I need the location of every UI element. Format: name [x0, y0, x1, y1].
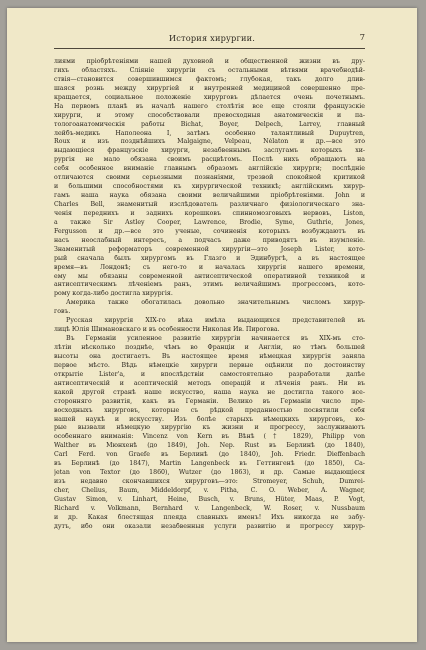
- text-line: гихъ областяхъ. Сліяніе хирургіи съ остальными вѣтвями врачебнодѣй-: [54, 66, 365, 74]
- text-line: Carl Ferd. von Graefe въ Берлинѣ (до 1840), Joh. Friedr. Dieffenbach: [54, 451, 365, 459]
- text-line: выдающіеся французскіе хирурги, незабвеннымъ заслугамъ которыхъ хи-: [54, 147, 365, 155]
- text-line: лейбъ-медикъ Наполеона I, затѣмъ особенно талантливый Dupuytren,: [54, 129, 365, 137]
- text-line: ему мы обязаны современной антисептической оперативной техникой и: [54, 272, 365, 280]
- text-line: дутъ, ибо они оказали незабвенныя услуги развитію и прогрессу хирур-: [54, 522, 365, 530]
- text-line: особеннаго вниманія: Vincenz von Kern въ Вѣнѣ († 1829), Philipp von: [54, 433, 365, 441]
- text-line: Америка также обогатилась довольно значительнымъ числомъ хирур-: [66, 299, 365, 307]
- text-line: Gustav Simon, v. Linhart, Heine, Busch, v. Bruns, Hüter, Maas, P. Vogt,: [54, 495, 365, 503]
- text-line: рургія не мало обязана своимъ расцвѣтомъ. Послѣ нихъ обращають на: [54, 156, 365, 164]
- text-line: насъ неослабный интересъ, а подчасъ даже приводятъ въ изумленіе.: [54, 236, 365, 244]
- text-line: антисептическій и асептическій методъ операцій и лѣченія ранъ. Ни въ: [54, 379, 365, 387]
- text-line: отличаются своими серьезными познаніями, трезвой спокойной критикой: [54, 174, 365, 182]
- text-line: изъ недавно скончавшихся хирурговъ—это: Stromeyer, Schuh, Dumrei-: [54, 478, 365, 486]
- text-line: рый сначала былъ хирургомъ въ Глазго и Эдинбургѣ, а въ настоящее: [54, 254, 365, 262]
- running-head-title: История хирургии.: [168, 33, 256, 43]
- text-line: jetan von Textor (до 1860), Wutzer (до 1863), и др. Самые выдающіеся: [54, 469, 365, 477]
- text-line: лиями пріобрѣтеніями нашей духовной и общественной жизни въ дру-: [54, 58, 365, 65]
- text-line: высоты она достигаетъ. Въ настоящее время нѣмецкая хирургія заняла: [54, 352, 365, 360]
- text-line: нашей наукѣ и искусству. Изъ болѣе старыхъ нѣмецкихъ хирурговъ, ко-: [54, 415, 365, 423]
- text-line: тологоанатомическія работы Bichat, Boyer, Delpech, Larrey, главный: [54, 120, 365, 128]
- text-line: себя особенное вниманіе главнымъ образомъ англійскіе хирурги; послѣдніе: [54, 165, 365, 173]
- text-line: На первомъ планѣ въ началѣ нашего столѣтія все еще стояли французскіе: [54, 102, 365, 110]
- text-line: Roux и изъ позднѣйшихъ Malgaigne, Velpeau, Nélaton и др.—все это: [54, 138, 365, 146]
- text-line: рому когда-либо достигла хирургія.: [54, 290, 173, 298]
- text-line: открытіе Lister'а, и впослѣдствіи самостоятельно разработали далѣе: [54, 370, 365, 378]
- text-line: ствія—становится совершившимся фактомъ; глубокая, такъ долго длив-: [54, 75, 365, 83]
- text-line: восходныхъ хирурговъ, которые съ рѣдкой преданностью посвятили себя: [54, 406, 365, 414]
- text-line: рые вызвали нѣмецкую хирургію къ жизни и прогрессу, заслуживаютъ: [54, 424, 365, 432]
- text-line: гамъ наша наука обязана своими величайшими пріобрѣтеніями. John и: [54, 192, 365, 200]
- text-line: Знаменитый реформаторъ современной хирургіи—это Joseph Lister, кото-: [54, 245, 365, 253]
- running-head: [7, 33, 417, 45]
- text-line: Русская хирургія XIX-го вѣка имѣла выдающихся представителей въ: [66, 317, 365, 325]
- text-line: говъ.: [54, 308, 71, 316]
- header-rule: [54, 48, 365, 49]
- text-line: cher, Chelius, Baum, Middeldorpf, v. Pitha, C. O. Weber, A. Wagner,: [54, 487, 365, 494]
- text-line: Fergusson и др.—все это ученые, сочиненія которыхъ возбуждаютъ въ: [54, 227, 365, 235]
- text-line: ченія переднихъ и заднихъ корешковъ спинномозговыхъ нервовъ, Liston,: [54, 209, 365, 217]
- text-line: шаяся рознь между хирургіей и внутренней медициной совершенно пре-: [54, 84, 365, 92]
- text-line: сторонняго развитія, какъ въ Германіи. Велико въ Германіи число пре-: [54, 397, 365, 405]
- text-line: первое мѣсто. Вѣдь нѣмецкіе хирурги первые оцѣнили по достоинству: [54, 361, 365, 369]
- text-line: въ Берлинѣ (до 1847), Martin Langenbeck въ Геттингенѣ (до 1850), Ca-: [54, 460, 365, 468]
- book-page: [7, 8, 417, 642]
- text-line: Charles Bell, знаменитый изслѣдователь различнаго физіологическаго зна-: [54, 201, 365, 208]
- text-line: лѣтіи нѣсколько позднѣе, чѣмъ во Франціи и Англіи, но тѣмъ большей: [54, 344, 365, 351]
- text-line: антисептическимъ лѣченіемъ ранъ, этимъ величайшимъ прогрессомъ, кото-: [54, 281, 365, 289]
- text-line: Richard v. Volkmann, Bernhard v. Langenbeck, W. Roser, v. Nussbaum: [54, 504, 365, 512]
- text-line: и др. Какая блестящая плеяда славныхъ именъ! Ихъ никогда не забу-: [54, 513, 365, 521]
- text-line: кращается, социальное положеніе хирурговъ дѣлается очень почетнымъ.: [54, 93, 365, 101]
- text-line: лицѣ Юлія Шимановскаго и въ особенности Николая Ив. Пирогова.: [54, 326, 280, 334]
- body-text: [54, 58, 365, 532]
- page-number: 7: [359, 33, 365, 43]
- text-line: и большими способностями къ хирургической техникѣ; англійскимъ хирур-: [54, 183, 365, 191]
- text-line: хирурги, и этому способствовали превосходныя анатомическія и па-: [54, 111, 365, 119]
- text-line: время—въ Лондонѣ; съ него-то и началась хирургія нашего времени,: [54, 263, 365, 271]
- text-line: Въ Германіи усиленное развитіе хирургіи начинается въ XIX-мъ сто-: [66, 335, 365, 343]
- text-line: Walther въ Мюнхенѣ (до 1849), Joh. Nep. Rust въ Берлинѣ (до 1840),: [54, 442, 365, 450]
- text-line: какой другой странѣ наше искусство, наша наука не достигла такого все-: [54, 388, 365, 396]
- text-line: а также Sir Astley Cooper, Lawrence, Brodie, Syme, Guthrie, Jones,: [54, 218, 365, 226]
